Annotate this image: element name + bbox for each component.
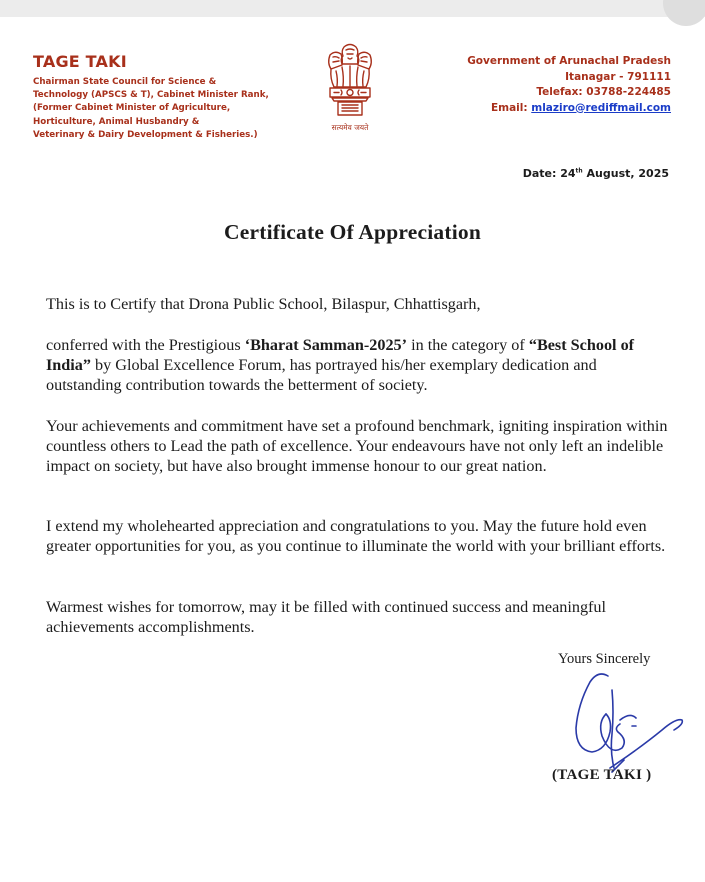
paragraph-text: Warmest wishes for tomorrow, may it be filled with continued success and meaningful achievements accomplishments. — [46, 598, 607, 636]
date-prefix: Date: 24 — [522, 167, 576, 180]
government-name: Government of Arunachal Pradesh — [467, 55, 671, 67]
body-paragraph-wishes — [46, 597, 676, 637]
paragraph-text: by Global Excellence Forum, has portrayed his/her exemplary dedication and outstanding contribution towards the betterment of society. — [46, 356, 597, 394]
paragraph-text: conferred with the Prestigious — [46, 336, 245, 354]
date-ordinal: th — [575, 167, 583, 175]
email-link[interactable]: mlaziro@rediffmail.com — [531, 101, 671, 114]
letter-date — [523, 167, 669, 180]
government-address-block — [467, 54, 671, 116]
award-name: ‘Bharat Samman-2025’ — [244, 336, 408, 354]
paragraph-text: Your achievements and commitment have set a profound benchmark, igniting inspiration within countless others to Lead the path of excellence. Your endeavours have not only left an indelible impact on society, but have also brought immense honour to our great nation. — [46, 417, 668, 475]
closing-salutation: Yours Sincerely — [558, 651, 651, 667]
sender-designation-line: Veterinary & Dairy Development & Fisheries.) — [33, 129, 258, 140]
sender-designation-line: Horticulture, Animal Husbandry & — [33, 116, 200, 127]
sender-designation-line: Chairman State Council for Science & — [33, 77, 217, 87]
emblem-motto: सत्यमेव जयते — [331, 123, 369, 132]
sender-block — [33, 52, 283, 142]
body-paragraph-intro — [46, 294, 676, 314]
body-paragraph-appreciation — [46, 516, 676, 556]
sender-name: TAGE TAKI — [33, 52, 127, 71]
signatory-name: (TAGE TAKI ) — [552, 767, 652, 783]
body-paragraph-achievements — [46, 416, 676, 476]
paragraph-text: I extend my wholehearted appreciation and congratulations to you. May the future hold even greater opportunities for you, as you continue to illuminate the world with your brilliant efforts. — [46, 517, 666, 555]
government-email-row — [467, 101, 671, 117]
body-paragraph-award — [46, 335, 676, 395]
date-rest: August, 2025 — [582, 167, 669, 180]
sender-designation-line: (Former Cabinet Minister of Agriculture, — [33, 103, 231, 114]
paragraph-text: in the category of — [407, 336, 529, 354]
government-city: Itanagar - 791111 — [565, 70, 671, 83]
paragraph-text: This is to Certify that Drona Public School, Bilaspur, Chhattisgarh, — [46, 295, 481, 313]
viewer-corner-button[interactable] — [663, 0, 705, 26]
viewer-top-bar — [0, 0, 705, 17]
email-label: Email: — [490, 101, 532, 114]
sender-designation-line: Technology (APSCS & T), Cabinet Minister Rank, — [33, 90, 269, 101]
award-category: “Best School of India” — [46, 336, 635, 374]
certificate-title: Certificate Of Appreciation — [224, 220, 481, 244]
government-telefax: Telefax: 03788-224485 — [536, 86, 671, 98]
